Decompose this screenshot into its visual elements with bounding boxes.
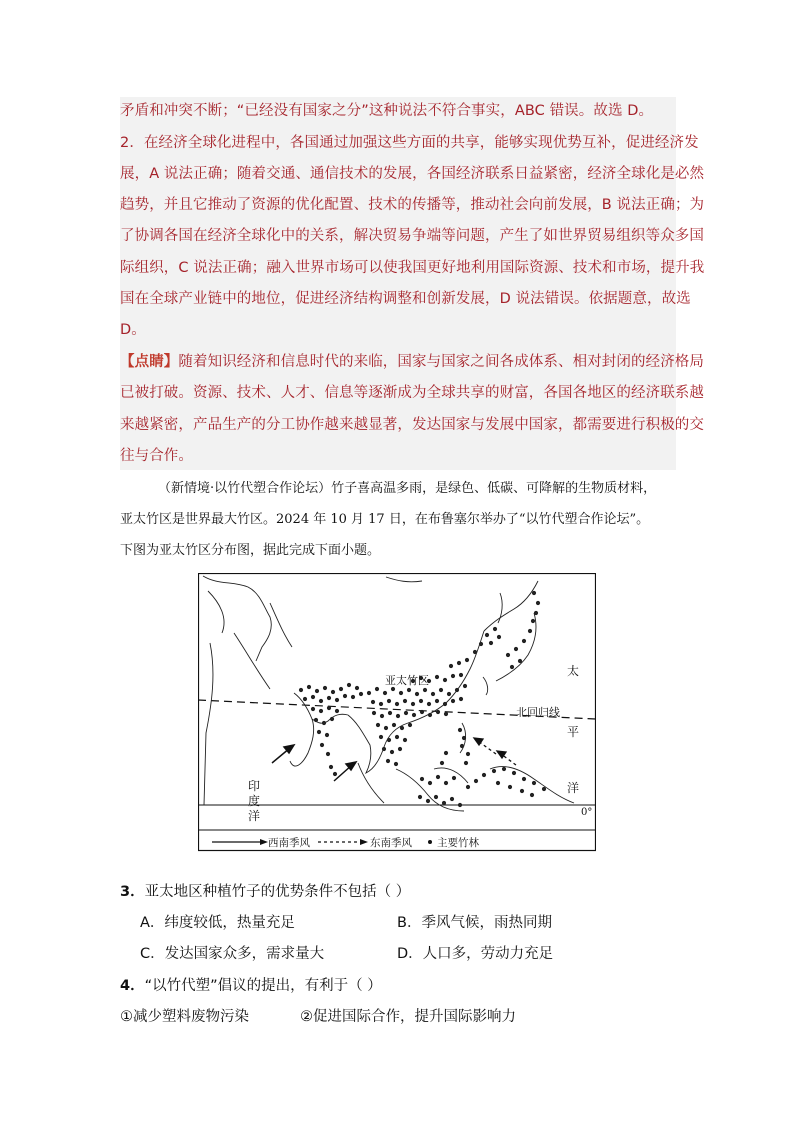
- comment-line-2: 已被打破。资源、技术、人才、信息等逐渐成为全球共享的财富，各国各地区的经济联系越: [120, 385, 704, 401]
- q3-option-b[interactable]: B．季风气候，雨热同期: [397, 915, 552, 931]
- sw-legend-label: 西南季风: [268, 837, 310, 849]
- indian-char-1: 印: [248, 779, 261, 793]
- context-line-1: （新情境·以竹代塑合作论坛）竹子喜高温多雨，是绿色、低碳、可降解的生物质材料，: [158, 481, 657, 496]
- q2-analysis-line-7: D。: [120, 322, 146, 338]
- q2-analysis-line-4: 了协调各国在经济全球化中的关系，解决贸易争端等问题，产生了如世界贸易组织等众多国: [120, 228, 704, 244]
- asia-pacific-bamboo-map: [198, 573, 596, 852]
- comment-line-4: 往与合作。: [120, 448, 193, 464]
- bamboo-legend-dot: [428, 840, 432, 844]
- analysis-line-1: 矛盾和冲突不断；“已经没有国家之分”这种说法不符合事实，ABC 错误。故选 D。: [120, 103, 654, 119]
- q2-analysis-line-5: 际组织，C 说法正确；融入世界市场可以使我国更好地利用国际资源、技术和市场，提升我: [120, 260, 705, 276]
- comment-line-3: 来越紧密，产品生产的分工协作越来越显著，发达国家与发展中国家，都需要进行积极的交: [120, 417, 704, 433]
- equator-label: 0°: [581, 807, 593, 818]
- pacific-char-2: 平: [567, 725, 580, 739]
- q2-analysis-line-3: 趋势，并且它推动了资源的优化配置、技术的传播等，推动社会向前发展，B 说法正确；为: [120, 197, 705, 213]
- q4-item-1: ①减少塑料废物污染: [120, 1009, 249, 1025]
- tropic-label: 北回归线: [516, 706, 560, 719]
- indian-char-3: 洋: [248, 809, 261, 823]
- pacific-char-1: 太: [567, 664, 580, 678]
- question-3: 3．亚太地区种植竹子的优势条件不包括（ ）: [120, 884, 411, 900]
- comment-line-1: 【点睛】随着知识经济和信息时代的来临，国家与国家之间各成体系、相对封闭的经济格局: [120, 354, 705, 370]
- region-label: 亚太竹区: [385, 674, 429, 687]
- context-line-2: 亚太竹区是世界最大竹区。2024 年 10 月 17 日，在布鲁塞尔举办了“以竹代塑合作论坛”。: [120, 512, 650, 527]
- q3-option-c[interactable]: C．发达国家众多，需求量大: [140, 946, 325, 962]
- q2-analysis-line-6: 国在全球产业链中的地位，促进经济结构调整和创新发展，D 说法错误。依据题意，故选: [120, 291, 691, 307]
- q3-option-d[interactable]: D．人口多，劳动力充足: [397, 946, 554, 962]
- q3-option-a[interactable]: A．纬度较低，热量充足: [140, 915, 295, 931]
- q4-item-2: ②促进国际合作，提升国际影响力: [300, 1009, 516, 1025]
- q2-analysis-line-2: 展，A 说法正确；随着交通、通信技术的发展，各国经济联系日益紧密，经济全球化是必然: [120, 166, 705, 182]
- bamboo-legend-label: 主要竹林: [437, 837, 479, 849]
- comment-tag: 【点睛】: [120, 354, 179, 370]
- context-line-3: 下图为亚太竹区分布图，据此完成下面小题。: [120, 543, 381, 558]
- se-legend-label: 东南季风: [370, 837, 412, 849]
- question-4: 4．“以竹代塑”倡议的提出，有利于（ ）: [120, 978, 382, 994]
- q2-analysis-line-1: 2．在经济全球化进程中，各国通过加强这些方面的共享，能够实现优势互补，促进经济发: [120, 135, 699, 151]
- indian-char-2: 度: [248, 794, 261, 808]
- pacific-char-3: 洋: [567, 781, 580, 795]
